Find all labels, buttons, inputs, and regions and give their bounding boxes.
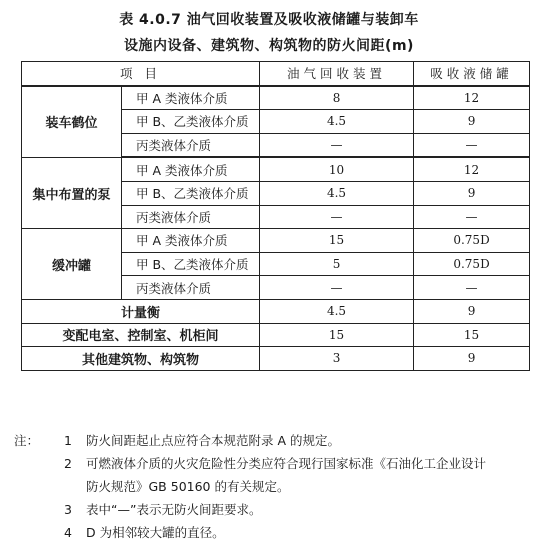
row-value-vapor: 10 [260,157,414,181]
row-value-tank: 9 [414,110,530,134]
row-label: 甲 A 类液体介质 [122,86,260,110]
note-text-continued: 防火规范》GB 50160 的有关规定。 [86,479,290,494]
row-value-tank: 9 [414,299,530,323]
row-value-vapor: 5 [260,252,414,276]
table-row [22,347,530,371]
row-value-tank: — [414,276,530,300]
row-value-tank: 0.75D [414,229,530,253]
note-text: D 为相邻较大罐的直径。 [86,525,225,540]
row-label: 丙类液体介质 [122,205,260,229]
row-value-vapor: 4.5 [260,299,414,323]
note-text: 可燃液体介质的火灾危险性分类应符合现行国家标准《石油化工企业设计 [86,456,487,471]
table-title-line-2: 设施内设备、建筑物、构筑物的防火间距(m) [124,38,414,54]
row-value-tank: 0.75D [414,252,530,276]
row-value-tank: 9 [414,181,530,205]
note-item [14,521,534,544]
row-value-vapor: — [260,276,414,300]
note-item [14,498,534,521]
table-row [22,86,530,110]
fire-distance-table [21,61,530,371]
table-title-line-1: 表 4.0.7 油气回收装置及吸收液储罐与装卸车 [119,12,419,28]
table-row [22,157,530,181]
notes-prefix: 注： [14,433,40,448]
header-absorbent-tank: 吸收液储罐 [414,62,530,86]
row-value-vapor: 4.5 [260,110,414,134]
group-name: 集中布置的泵 [22,157,122,228]
note-number: 1 [64,433,72,448]
row-label: 变配电室、控制室、机柜间 [22,323,260,347]
row-label: 丙类液体介质 [122,276,260,300]
table-header-row [22,62,530,86]
row-label: 甲 B、乙类液体介质 [122,252,260,276]
note-text: 表中“—”表示无防火间距要求。 [86,502,262,517]
row-label: 甲 B、乙类液体介质 [122,181,260,205]
row-value-vapor: 15 [260,229,414,253]
table-row [22,299,530,323]
row-value-vapor: 15 [260,323,414,347]
row-value-vapor: 4.5 [260,181,414,205]
row-label: 甲 B、乙类液体介质 [122,110,260,134]
row-value-tank: — [414,133,530,157]
table-row [22,229,530,253]
table-notes [14,429,534,544]
row-label: 其他建筑物、构筑物 [22,347,260,371]
note-number: 2 [64,456,72,471]
row-value-tank: — [414,205,530,229]
note-item-continued [14,475,534,498]
header-item: 项 目 [22,62,260,86]
note-number: 3 [64,502,72,517]
row-value-vapor: 8 [260,86,414,110]
row-value-tank: 12 [414,86,530,110]
row-value-vapor: 3 [260,347,414,371]
table-row [22,323,530,347]
row-label: 计量衡 [22,299,260,323]
note-item [14,452,534,475]
note-text: 防火间距起止点应符合本规范附录 A 的规定。 [86,433,340,448]
row-label: 甲 A 类液体介质 [122,229,260,253]
row-value-tank: 15 [414,323,530,347]
group-name: 装车鹤位 [22,86,122,158]
row-value-tank: 12 [414,157,530,181]
group-name: 缓冲罐 [22,229,122,300]
note-number: 4 [64,525,72,540]
row-value-tank: 9 [414,347,530,371]
row-value-vapor: — [260,205,414,229]
header-vapor-recovery: 油气回收装置 [260,62,414,86]
row-label: 甲 A 类液体介质 [122,157,260,181]
note-item [14,429,534,452]
row-label: 丙类液体介质 [122,133,260,157]
row-value-vapor: — [260,133,414,157]
